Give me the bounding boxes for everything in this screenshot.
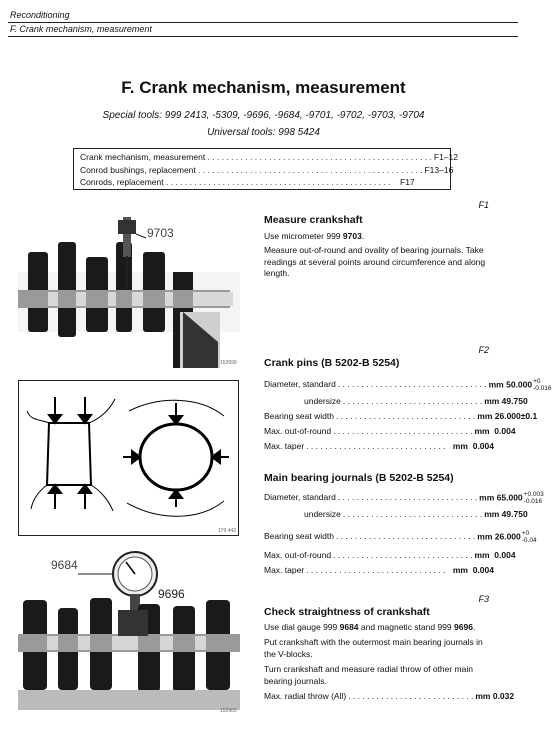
figure-number: F3 [478,594,489,604]
spec-row: undersize . . . . . . . . . . . . . . . . . . . . . . . . . . . . . . mm 49.750 [304,396,528,406]
dial-gauge-photo [18,548,240,710]
universal-tools: Universal tools: 998 5424 [207,127,320,138]
spec-row: Diameter, standard . . . . . . . . . . . . . . . . . . . . . . . . . . . . . . . . mm 50.000 +0 -0.016 [264,378,552,392]
spec-row: Max. taper . . . . . . . . . . . . . . . . . . . . . . . . . . . . . . mm 0.004 [264,441,494,451]
header-section: Reconditioning [10,10,70,20]
spec-row: Max. out-of-round . . . . . . . . . . . . . . . . . . . . . . . . . . . . . . mm 0.004 [264,426,516,436]
figure-number: F2 [478,345,489,355]
toc-leader: . . . . . . . . . . . . . . . . . . . . . . . . . . . . . . . . . . . . . . . . . . . . . . . . [195,164,423,175]
paragraph: Use dial gauge 999 9684 and magnetic stand 999 9696. [264,622,476,632]
spec-row: Max. taper . . . . . . . . . . . . . . . . . . . . . . . . . . . . . . mm 0.004 [264,565,494,575]
toc-box [73,148,459,190]
section-heading: Main bearing journals (B 5202-B 5254) [264,472,454,484]
toc-page: F17 [400,177,415,187]
spec-row: Diameter, standard . . . . . . . . . . . . . . . . . . . . . . . . . . . . . . mm 65.000 +0.003 -0.016 [264,491,544,505]
toc-leader: . . . . . . . . . . . . . . . . . . . . . . . . . . . . . . . . . . . . . . . . . . . . . . . . [163,177,391,187]
spec-row: Max. radial throw (All) . . . . . . . . . . . . . . . . . . . . . . . . . . . mm 0.032 [264,691,515,701]
image-code: 179 443 [218,528,237,534]
figure-number: F1 [478,200,489,210]
toc-page: F13–16 [424,164,454,175]
toc-label: Crank mechanism, measurement [80,152,206,162]
spec-row: Bearing seat width . . . . . . . . . . . . . . . . . . . . . . . . . . . . . . mm 26.000±0.1 [264,411,538,421]
callout-label: 9684 [51,558,78,572]
toc-row[interactable] [80,151,459,164]
toc-label: Conrod bushings, replacement [80,164,196,175]
toc-label: Conrods, replacement [80,177,164,187]
callout-label: 9703 [147,226,174,240]
header-subsection: F. Crank mechanism, measurement [10,24,152,34]
image-code: 152699 [220,360,237,366]
spec-row: Bearing seat width . . . . . . . . . . . . . . . . . . . . . . . . . . . . . . mm 26.000 +0 -0.04 [264,530,537,544]
page-title: F. Crank mechanism, measurement [121,78,406,97]
callout-label: 9696 [158,587,185,601]
toc-page: F1–12 [433,152,459,162]
paragraph: Measure out-of-round and ovality of bearing journals. Take readings at several points around circumference and along length. [264,245,486,278]
special-tools: Special tools: 999 2413, -5309, -9696, -9684, -9701, -9702, -9703, -9704 [102,110,425,121]
spec-row: Max. out-of-round . . . . . . . . . . . . . . . . . . . . . . . . . . . . . . mm 0.004 [264,550,516,560]
toc-leader: . . . . . . . . . . . . . . . . . . . . . . . . . . . . . . . . . . . . . . . . . . . . . . . . [205,152,432,162]
paragraph: Put crankshaft with the outermost main bearing journals in the V-blocks. [264,637,483,659]
journal-diagram [18,380,239,536]
toc-row[interactable] [80,176,444,189]
section-heading: Measure crankshaft [264,214,363,226]
section-heading: Crank pins (B 5202-B 5254) [264,357,400,369]
spec-row: undersize . . . . . . . . . . . . . . . . . . . . . . . . . . . . . . mm 49.750 [304,509,528,519]
header-divider [8,22,518,23]
section-heading: Check straightness of crankshaft [264,606,430,618]
header-divider [8,36,518,37]
toc-row[interactable] [80,164,454,177]
paragraph: Turn crankshaft and measure radial throw of other main bearing journals. [264,664,473,686]
crankshaft-micrometer-photo [18,212,240,368]
image-code: 152900 [220,708,237,714]
paragraph: Use micrometer 999 9703. [264,231,365,241]
